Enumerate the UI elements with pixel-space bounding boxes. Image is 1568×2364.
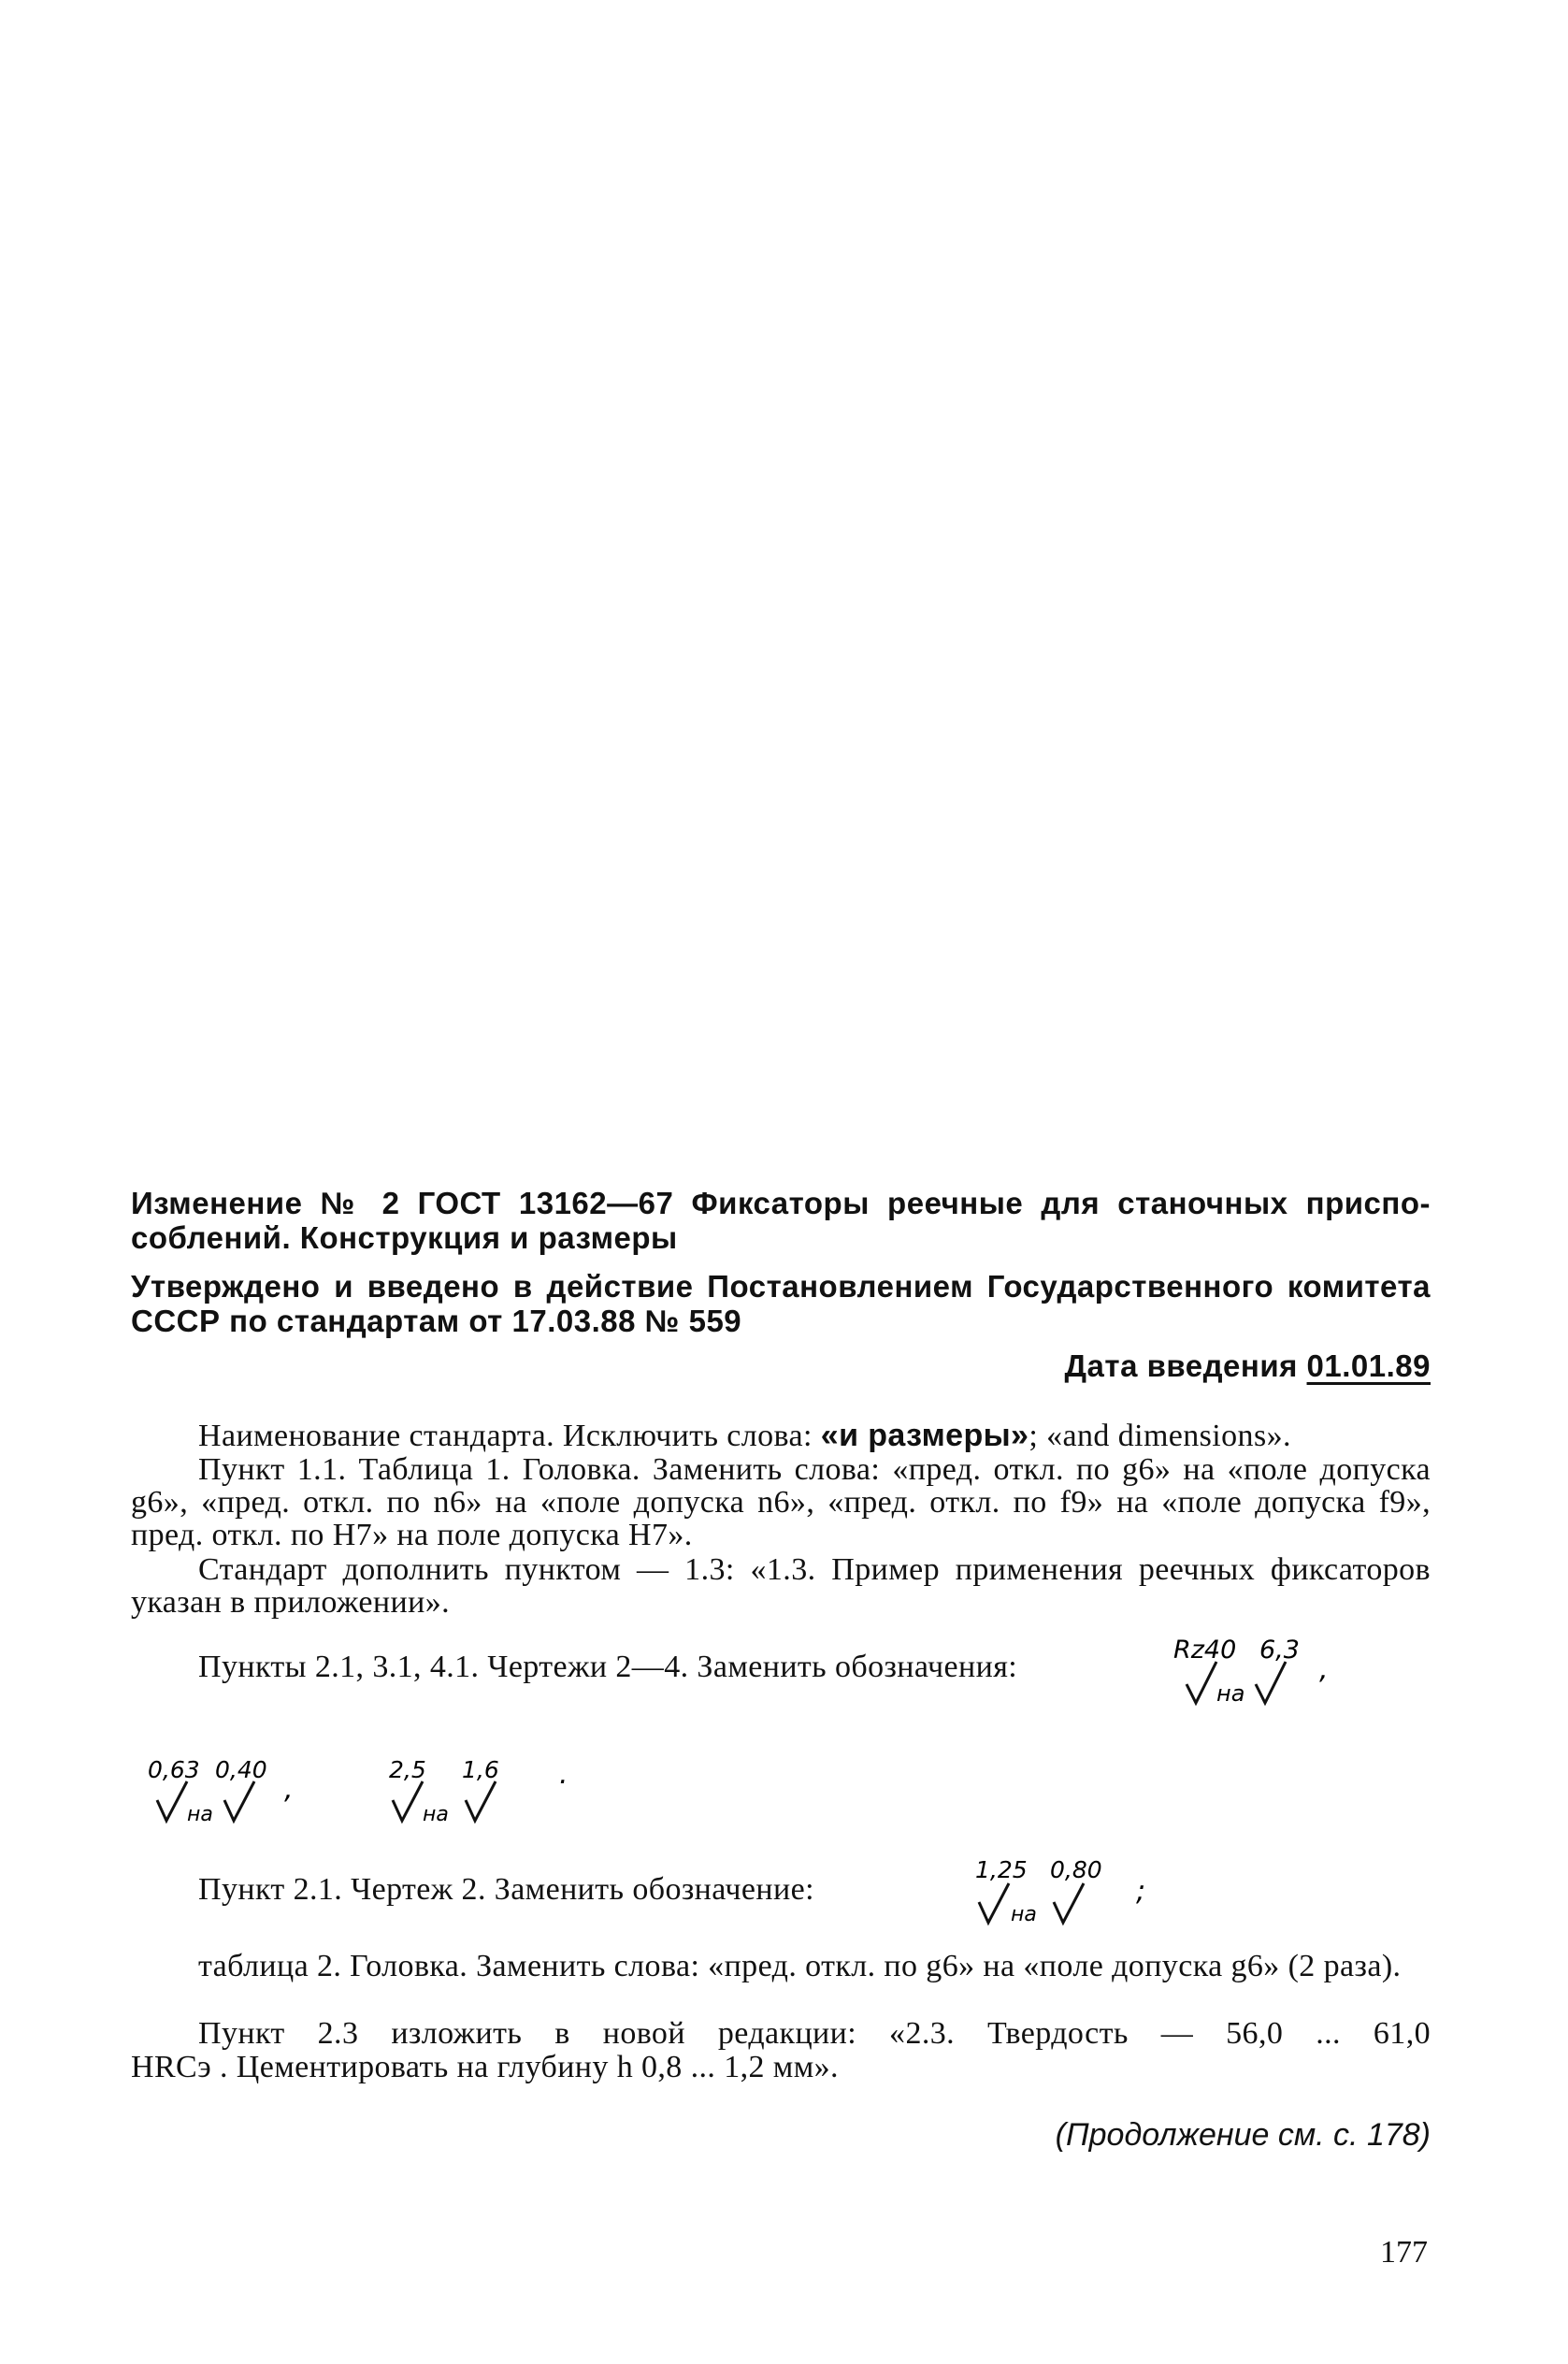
svg-text:на: на (1216, 1680, 1245, 1707)
paragraph-table-2: таблица 2. Головка. Заменить слова: «пред. откл. по g6» на «поле допуска g6» (2 раза). (198, 1949, 1402, 1983)
svg-text:;: ; (1136, 1875, 1146, 1908)
svg-text:1,25: 1,25 (975, 1856, 1028, 1883)
svg-text:,: , (1319, 1653, 1329, 1686)
svg-text:,: , (284, 1773, 294, 1806)
paragraph-1-3: Стандарт дополнить пунктом — 1.3: «1.3. Пример применения реечных фиксаторов указан в приложении». (131, 1552, 1431, 1620)
approval-line1: Утверждено и введено в действие Постановлением Государственного комитета (131, 1269, 1431, 1304)
bold-words: «и размеры» (820, 1418, 1029, 1453)
continuation-note: (Продолжение см. с. 178) (1055, 2117, 1431, 2153)
intro-date (131, 1348, 1431, 1383)
svg-text:на: на (423, 1803, 449, 1826)
intro-date-value: 01.01.89 (1306, 1348, 1431, 1383)
svg-text:.: . (559, 1758, 568, 1791)
paragraph-2-3-line2: HRCэ . Цементировать на глубину h 0,8 ... 1,2 мм». (131, 2050, 839, 2084)
svg-text:Rz40: Rz40 (1173, 1636, 1237, 1665)
paragraph-drawings-2-4: Пункты 2.1, 3.1, 4.1. Чертежи 2—4. Заменить обозначения: (198, 1650, 1018, 1684)
svg-text:0,80: 0,80 (1050, 1856, 1102, 1883)
paragraph-1-1: Пункт 1.1. Таблица 1. Головка. Заменить слова: «пред. откл. по g6» на «поле допуска g6», «пред. откл. по n6» на «поле допуска n6», «пред. откл. по f9» на «поле допуска f9», пред. откл. по H7» на поле допуска H7». (131, 1452, 1431, 1552)
roughness-symbol-1-25-0-80 (949, 1852, 1155, 1928)
svg-text:0,40: 0,40 (215, 1756, 267, 1783)
roughness-symbol-0-63-0-40 (148, 1753, 307, 1830)
page-number: 177 (1380, 2235, 1428, 2270)
svg-text:0,63: 0,63 (148, 1756, 200, 1783)
svg-text:на: на (187, 1803, 213, 1826)
amendment-title-line2: соблений. Конструкция и размеры (131, 1220, 678, 1255)
svg-text:2,5: 2,5 (389, 1756, 426, 1783)
paragraph-2-3-line1: Пункт 2.3 изложить в новой редакции: «2.3. Твердость — 56,0 ... 61,0 (198, 2016, 1431, 2051)
svg-text:6,3: 6,3 (1259, 1636, 1300, 1665)
roughness-symbol-rz40-6-3 (1173, 1632, 1360, 1708)
paragraph-drawing-2: Пункт 2.1. Чертеж 2. Заменить обозначение: (198, 1872, 814, 1907)
intro-date-label: Дата введения (1064, 1348, 1298, 1383)
svg-text:на: на (1011, 1903, 1037, 1926)
amendment-title-line1: Изменение № 2 ГОСТ 13162—67 Фиксаторы реечные для станочных приспо- (131, 1186, 1431, 1220)
svg-text:1,6: 1,6 (462, 1756, 499, 1783)
approval-line2: СССР по стандартам от 17.03.88 № 559 (131, 1304, 742, 1338)
paragraph-name-change: Наименование стандарта. Исключить слова: «и размеры»; «and dimensions». (198, 1418, 1291, 1453)
roughness-symbol-2-5-1-6 (381, 1753, 578, 1830)
